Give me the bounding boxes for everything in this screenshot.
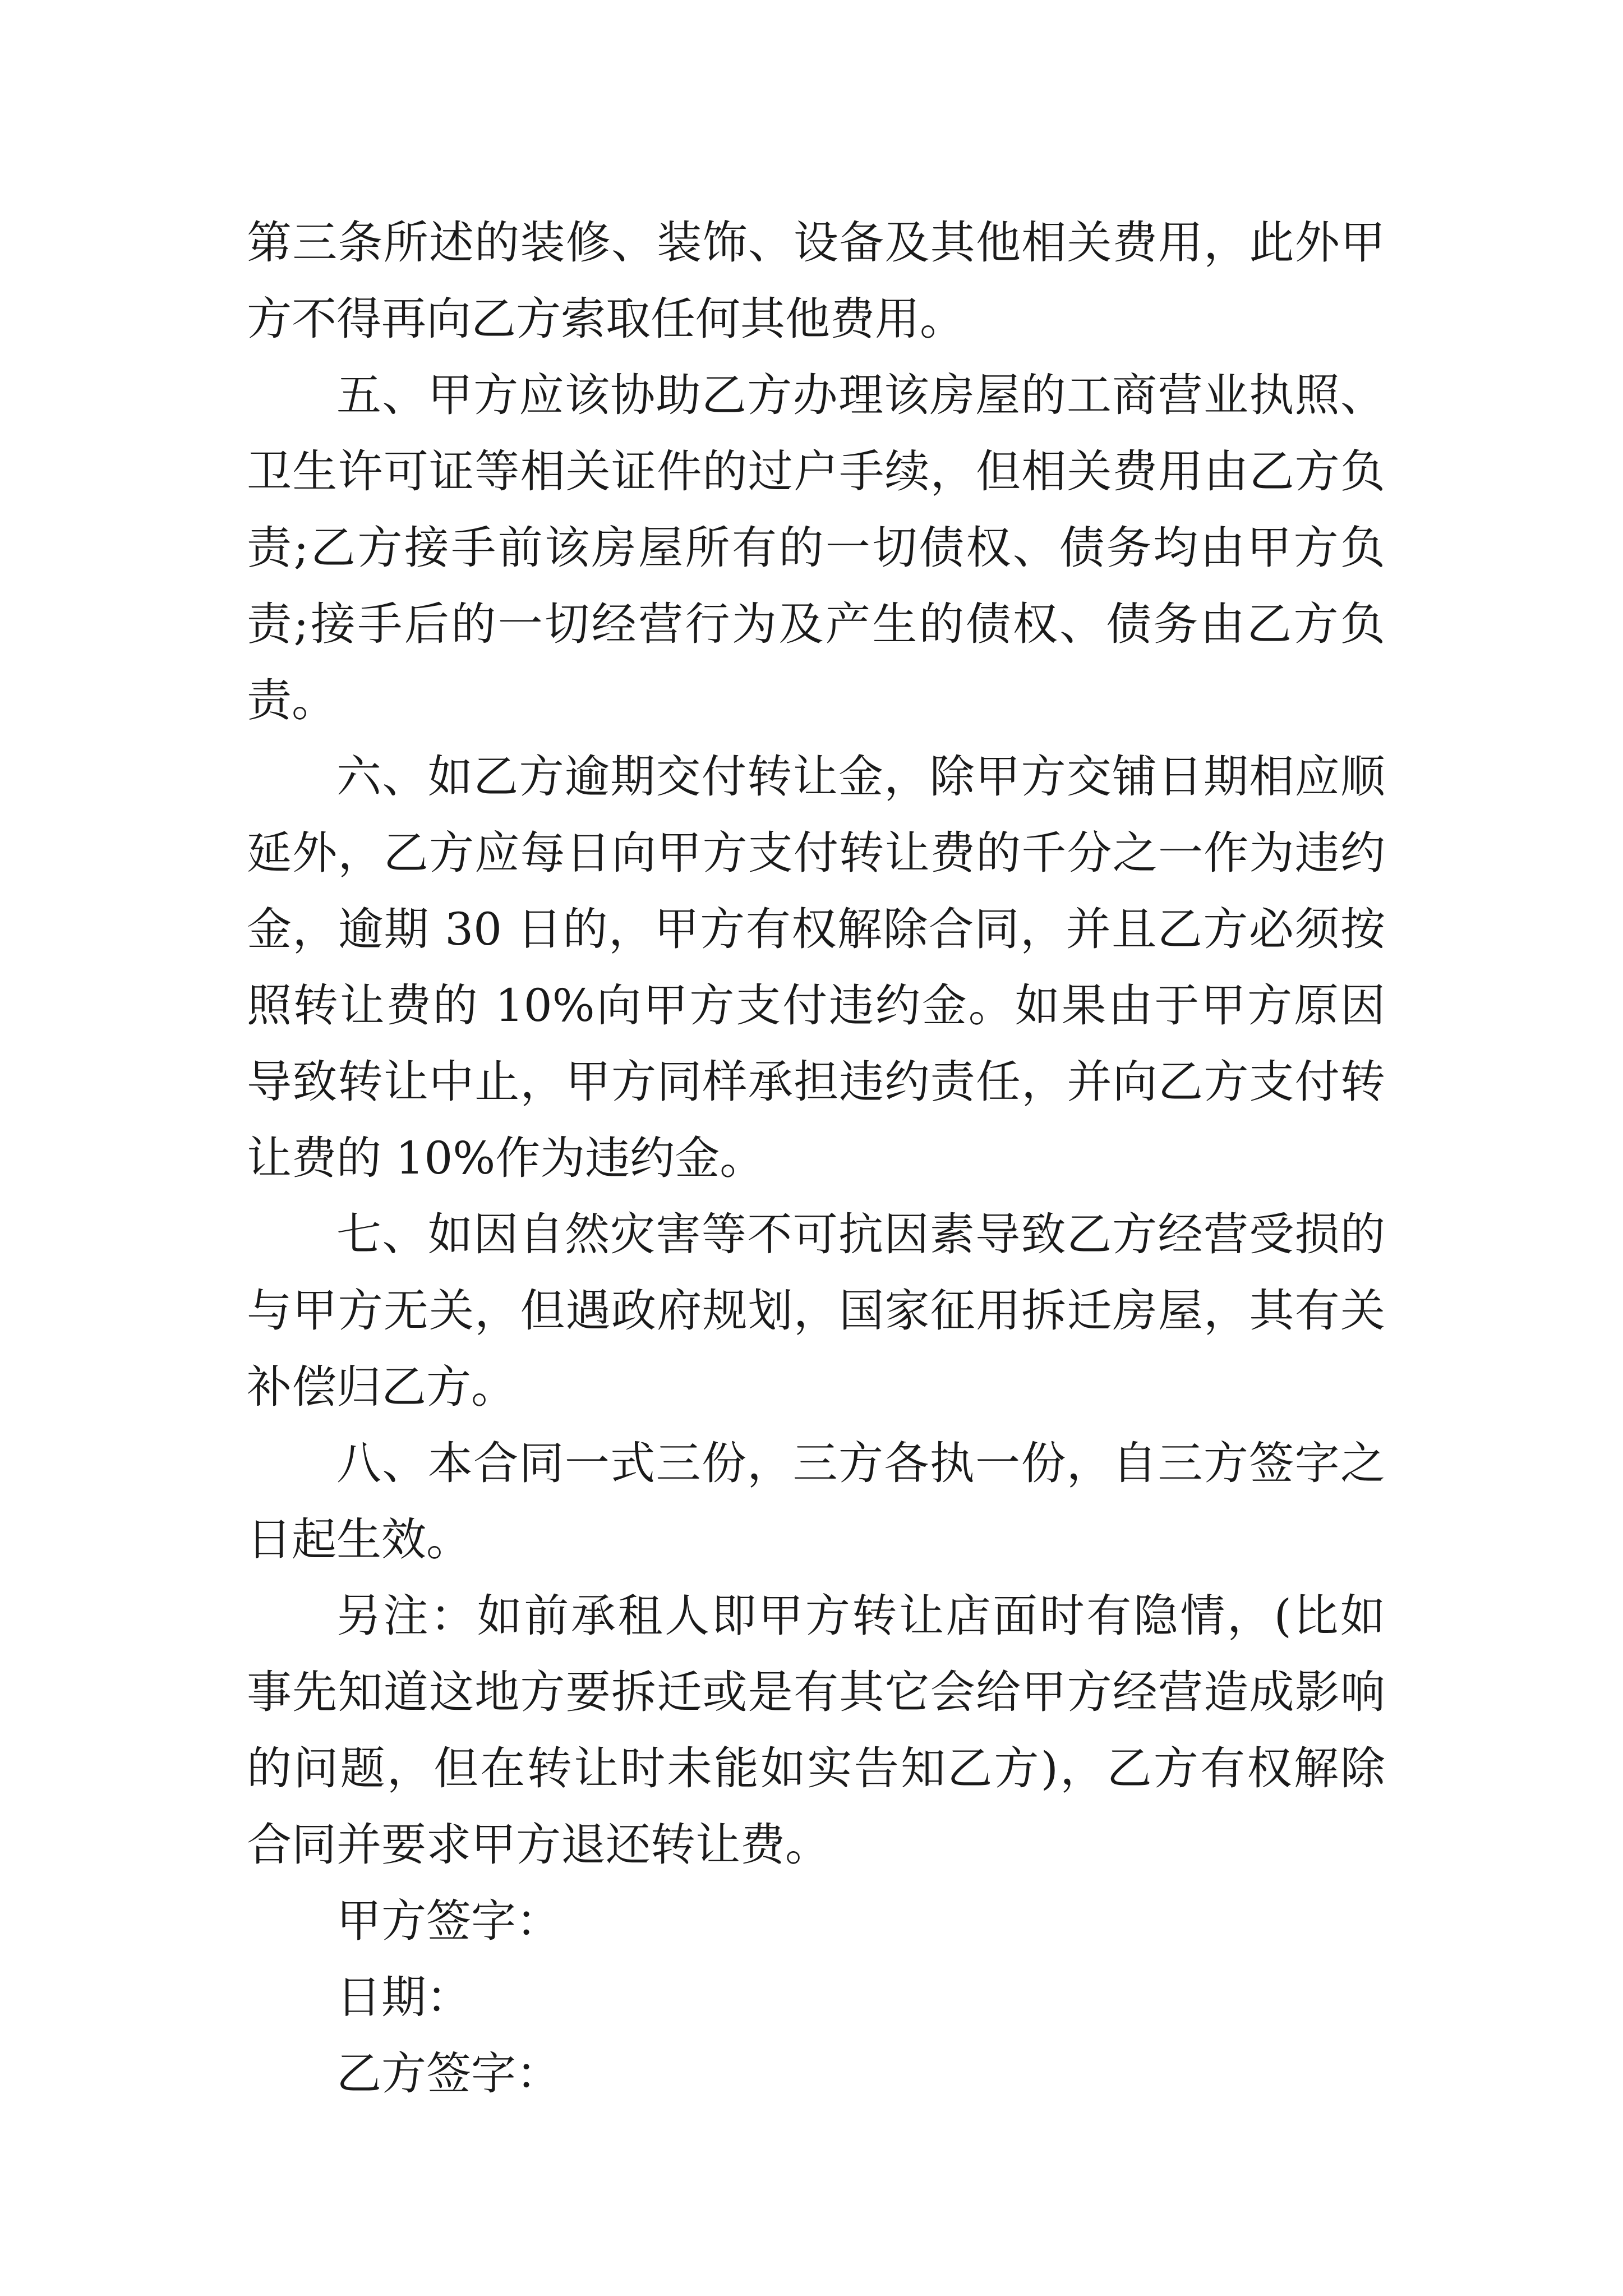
party-a-signature-label: 甲方签字： xyxy=(336,1895,561,1947)
clause-7: 七、如因自然灾害等不可抗因素导致乙方经营受损的与甲方无关，但遇政府规划，国家征用拆迁房屋，其有关补偿归乙方。 xyxy=(247,1208,1385,1413)
date-label: 日期： xyxy=(336,1971,471,2023)
additional-note: 另注：如前承租人即甲方转让店面时有隐情，(比如事先知道这地方要拆迁或是有其它会给甲方经营造成影响的问题，但在转让时未能如实告知乙方)，乙方有权解除合同并要求甲方退还转让费。 xyxy=(247,1590,1385,1871)
document-body xyxy=(247,205,1385,2112)
party-b-signature-label: 乙方签字： xyxy=(336,2047,561,2100)
clause-5: 五、甲方应该协助乙方办理该房屋的工商营业执照、卫生许可证等相关证件的过户手续，但相关费用由乙方负责;乙方接手前该房屋所有的一切债权、债务均由甲方负责;接手后的一切经营行为及产生的债权、债务由乙方负责。 xyxy=(247,369,1385,726)
clause-8: 八、本合同一式三份，三方各执一份，自三方签字之日起生效。 xyxy=(247,1437,1385,1566)
clause-6: 六、如乙方逾期交付转让金，除甲方交铺日期相应顺延外，乙方应每日向甲方支付转让费的千分之一作为违约金，逾期 30 日的，甲方有权解除合同，并且乙方必须按照转让费的 10%向甲方支付违约金。如果由于甲方原因导致转让中止，甲方同样承担违约责任，并向乙方支付转让费的 10%作为违约金。 xyxy=(247,751,1385,1184)
paragraph-continuation: 第三条所述的装修、装饰、设备及其他相关费用，此外甲方不得再向乙方索取任何其他费用。 xyxy=(247,217,1385,345)
